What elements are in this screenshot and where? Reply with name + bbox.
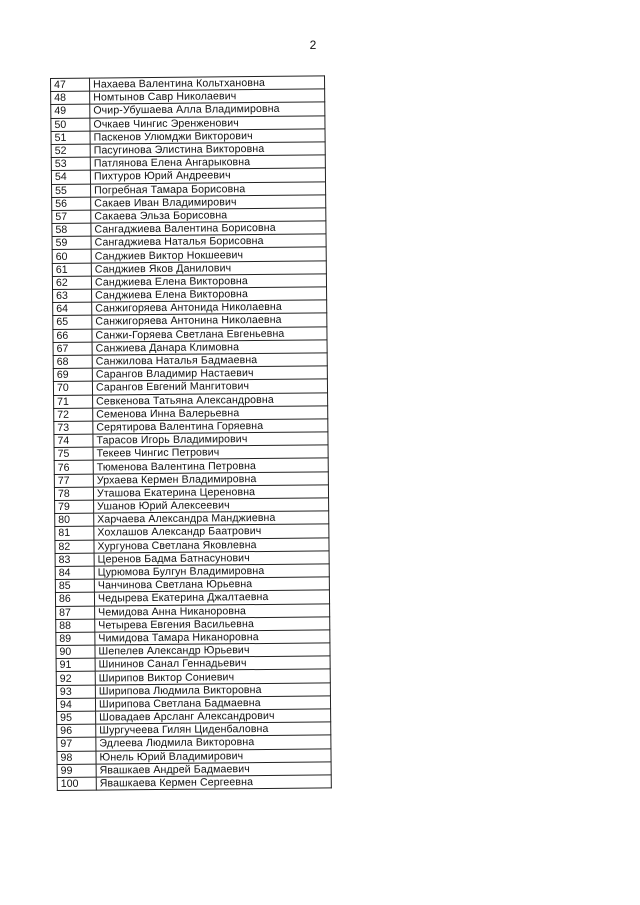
row-number: 63	[53, 289, 92, 303]
row-number: 53	[51, 157, 90, 171]
person-name: Хохлашов Александр Баатрович	[94, 524, 329, 539]
row-number: 58	[52, 223, 91, 237]
row-number: 91	[56, 658, 95, 672]
person-name: Сарангов Владимир Настаевич	[92, 366, 327, 381]
person-name: Тюменова Валентина Петровна	[93, 458, 328, 473]
person-name: Текеев Чингис Петрович	[93, 445, 328, 460]
person-name: Серятирова Валентина Горяевна	[93, 419, 328, 434]
person-name: Тарасов Игорь Владимирович	[93, 432, 328, 447]
person-name: Чимидова Тамара Никаноровна	[95, 630, 330, 645]
roster-table-body	[51, 76, 332, 791]
row-number: 62	[52, 276, 91, 290]
row-number: 48	[51, 91, 90, 105]
row-number: 75	[54, 447, 93, 461]
person-name: Сангаджиева Наталья Борисовна	[91, 234, 326, 249]
row-number: 95	[57, 711, 96, 725]
person-name: Санжи-Горяева Светлана Евгеньевна	[92, 326, 327, 341]
row-number: 76	[54, 461, 93, 475]
person-name: Урхаева Кермен Владимировна	[93, 471, 328, 486]
row-number: 87	[56, 606, 95, 620]
person-name: Уташова Екатерина Цереновна	[93, 485, 328, 500]
table-row	[57, 775, 331, 791]
row-number: 61	[52, 263, 91, 277]
person-name: Пихтуров Юрий Андреевич	[90, 168, 325, 183]
roster-table	[50, 75, 332, 791]
person-name: Сангаджиева Валентина Борисовна	[91, 221, 326, 236]
row-number: 93	[56, 685, 95, 699]
row-number: 96	[57, 724, 96, 738]
person-name: Цурюмова Булгун Владимировна	[94, 564, 329, 579]
person-name: Чанчинова Светлана Юрьевна	[94, 577, 329, 592]
row-number: 85	[55, 579, 94, 593]
person-name: Ширипова Людмила Викторовна	[95, 682, 330, 697]
person-name: Четырева Евгения Васильевна	[95, 617, 330, 632]
row-number: 90	[56, 645, 95, 659]
row-number: 68	[53, 355, 92, 369]
person-name: Шовадаев Арсланг Александрович	[96, 709, 331, 724]
row-number: 64	[53, 302, 92, 316]
person-name: Ширипова Светлана Бадмаевна	[95, 696, 330, 711]
row-number: 60	[52, 250, 91, 264]
row-number: 94	[56, 698, 95, 712]
row-number: 69	[53, 368, 92, 382]
row-number: 59	[52, 236, 91, 250]
person-name: Очкаев Чингис Эренженович	[90, 115, 325, 130]
person-name: Санжигоряева Антонина Николаевна	[92, 313, 327, 328]
person-name: Санжигоряева Антонида Николаевна	[92, 300, 327, 315]
row-number: 84	[55, 566, 94, 580]
row-number: 86	[55, 592, 94, 606]
person-name: Пасугинова Элистина Викторовна	[90, 142, 325, 157]
person-name: Санжиева Данара Климовна	[92, 340, 327, 355]
person-name: Шургучеева Гилян Циденбаловна	[96, 722, 331, 737]
row-number: 98	[57, 751, 96, 765]
roster-list	[50, 75, 332, 791]
person-name: Санджиев Виктор Нокшеевич	[91, 247, 326, 262]
person-name: Санжилова Наталья Бадмаевна	[92, 353, 327, 368]
person-name: Явашкаев Андрей Бадмаевич	[96, 762, 331, 777]
row-number: 72	[54, 408, 93, 422]
person-name: Юнель Юрий Владимирович	[96, 748, 331, 763]
row-number: 74	[54, 434, 93, 448]
row-number: 77	[54, 474, 93, 488]
person-name: Шепелев Александр Юрьевич	[95, 643, 330, 658]
row-number: 97	[57, 737, 96, 751]
person-name: Санджиева Елена Викторовна	[91, 274, 326, 289]
person-name: Эдлеева Людмила Викторовна	[96, 735, 331, 750]
person-name: Чемидова Анна Никаноровна	[95, 603, 330, 618]
person-name: Номтынов Савр Николаевич	[90, 89, 325, 104]
person-name: Очир-Убушаева Алла Владимировна	[90, 102, 325, 117]
person-name: Санджиева Елена Викторовна	[92, 287, 327, 302]
person-name: Сакаев Иван Владимирович	[91, 195, 326, 210]
row-number: 67	[53, 342, 92, 356]
row-number: 49	[51, 104, 90, 118]
person-name: Ушанов Юрий Алексеевич	[94, 498, 329, 513]
row-number: 82	[55, 540, 94, 554]
person-name: Паскенов Улюмджи Викторович	[90, 129, 325, 144]
row-number: 73	[54, 421, 93, 435]
person-name: Санджиев Яков Данилович	[91, 260, 326, 275]
row-number: 89	[56, 632, 95, 646]
row-number: 47	[51, 78, 90, 92]
row-number: 80	[55, 513, 94, 527]
row-number: 88	[56, 619, 95, 633]
row-number: 78	[54, 487, 93, 501]
row-number: 54	[51, 170, 90, 184]
row-number: 52	[51, 144, 90, 158]
person-name: Семенова Инна Валерьевна	[93, 406, 328, 421]
person-name: Патлянова Елена Ангарыковна	[90, 155, 325, 170]
row-number: 81	[55, 526, 94, 540]
row-number: 55	[52, 184, 91, 198]
person-name: Сакаева Эльза Борисовна	[91, 208, 326, 223]
row-number: 56	[52, 197, 91, 211]
person-name: Ширипов Виктор Сониевич	[95, 669, 330, 684]
person-name: Погребная Тамара Борисовна	[91, 181, 326, 196]
row-number: 100	[57, 777, 96, 791]
person-name: Чедырева Екатерина Джалтаевна	[94, 590, 329, 605]
person-name: Харчаева Александра Манджиевна	[94, 511, 329, 526]
row-number: 57	[52, 210, 91, 224]
row-number: 99	[57, 764, 96, 778]
person-name: Хургунова Светлана Яковлевна	[94, 537, 329, 552]
row-number: 66	[53, 329, 92, 343]
row-number: 79	[55, 500, 94, 514]
person-name: Шининов Санал Геннадьевич	[95, 656, 330, 671]
row-number: 50	[51, 118, 90, 132]
row-number: 51	[51, 131, 90, 145]
row-number: 92	[56, 672, 95, 686]
row-number: 71	[54, 395, 93, 409]
person-name: Церенов Бадма Батнасунович	[94, 551, 329, 566]
person-name: Севкенова Татьяна Александровна	[93, 392, 328, 407]
person-name: Явашкаева Кермен Сергеевна	[96, 775, 331, 790]
row-number: 70	[53, 381, 92, 395]
page-number: 2	[309, 38, 317, 52]
person-name: Сарангов Евгений Мангитович	[92, 379, 327, 394]
row-number: 83	[55, 553, 94, 567]
person-name: Нахаева Валентина Кольтхановна	[90, 76, 325, 91]
row-number: 65	[53, 315, 92, 329]
